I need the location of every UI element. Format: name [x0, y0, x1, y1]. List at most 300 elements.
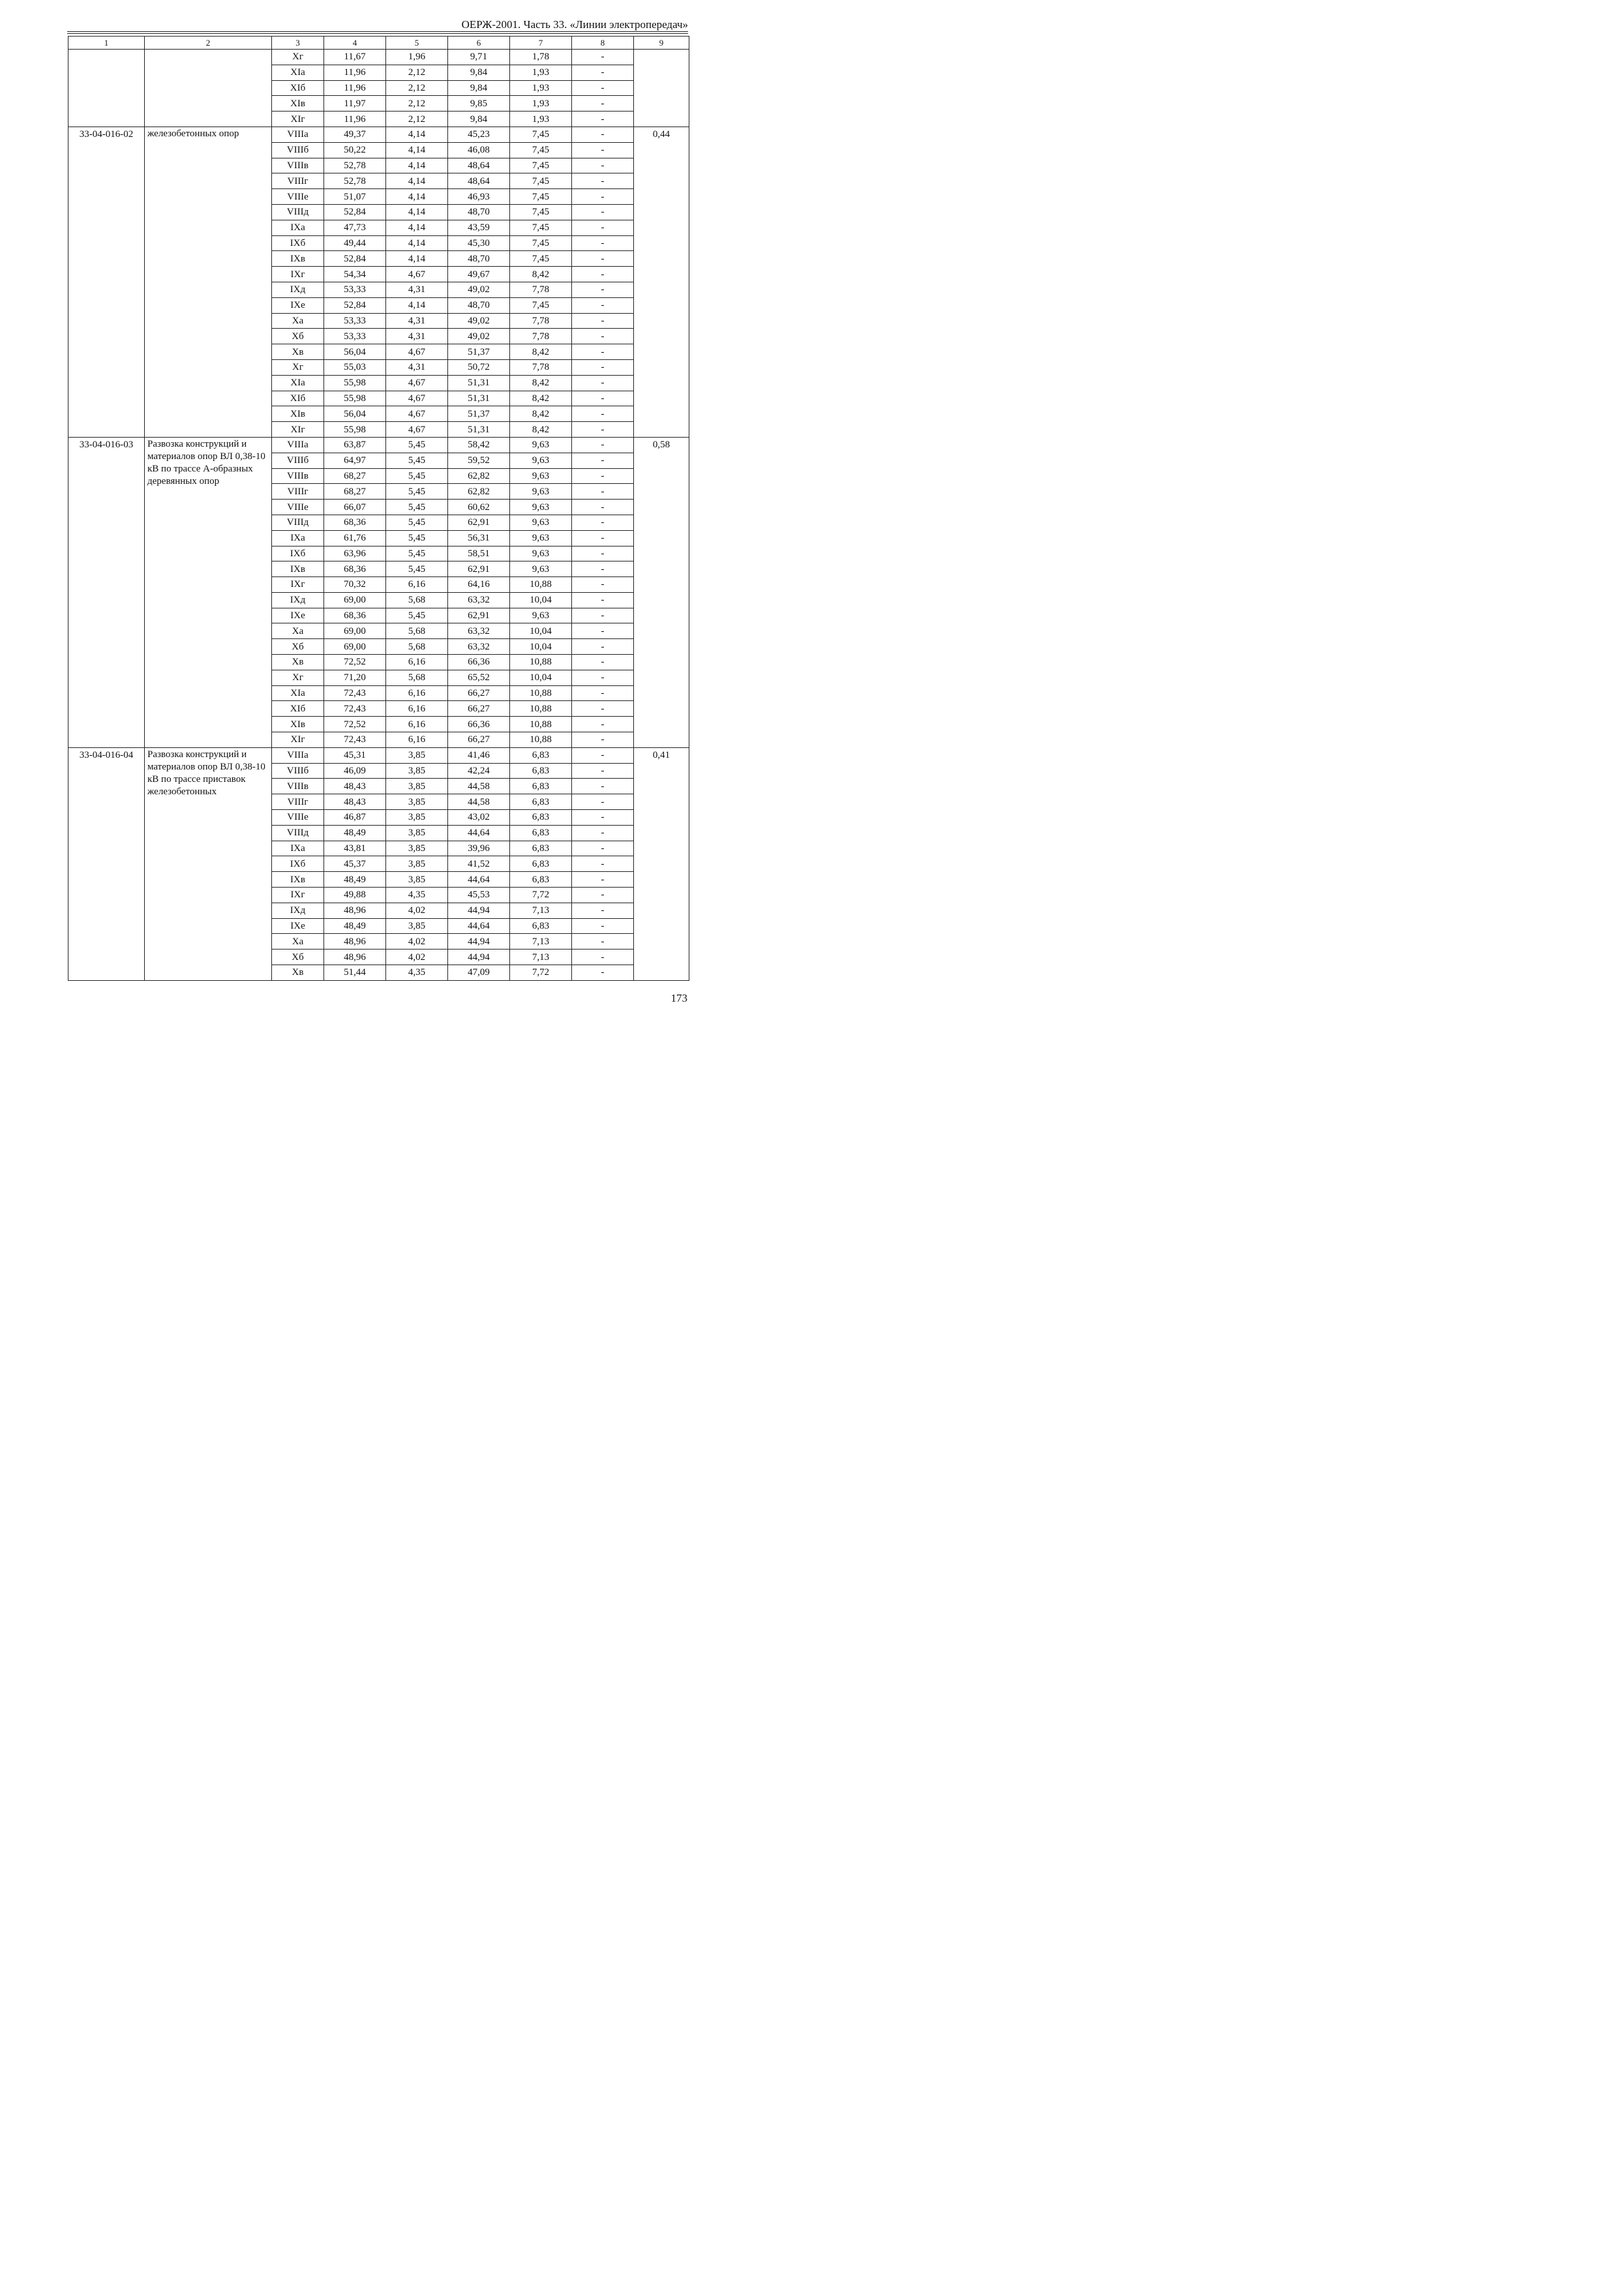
value-cell: 52,78: [324, 158, 386, 173]
value-cell: 8,42: [510, 422, 572, 438]
zone-cell: Xа: [272, 313, 324, 329]
value-cell: 50,22: [324, 142, 386, 158]
value-cell: -: [572, 127, 634, 142]
value-cell: 72,43: [324, 685, 386, 701]
zone-cell: Xа: [272, 623, 324, 639]
value-cell: 2,12: [386, 112, 448, 127]
value-cell: 46,93: [448, 189, 510, 205]
value-cell: 45,53: [448, 888, 510, 903]
value-cell: 72,43: [324, 732, 386, 748]
value-cell: 48,49: [324, 825, 386, 841]
value-cell: 48,49: [324, 918, 386, 934]
value-cell: 9,63: [510, 561, 572, 577]
value-cell: 59,52: [448, 453, 510, 468]
value-cell: 11,96: [324, 80, 386, 96]
value-cell: -: [572, 437, 634, 453]
value-cell: 48,96: [324, 950, 386, 965]
value-cell: 49,44: [324, 235, 386, 251]
value-cell: 48,64: [448, 173, 510, 189]
value-cell: 9,63: [510, 437, 572, 453]
value-cell: 68,36: [324, 608, 386, 623]
value-cell: -: [572, 623, 634, 639]
norm-code-cell: 33-04-016-03: [68, 437, 145, 747]
norm-description-cell: железобетонных опор: [145, 127, 272, 437]
zone-cell: VIIIд: [272, 515, 324, 530]
value-cell: 3,85: [386, 856, 448, 872]
zone-cell: VIIIб: [272, 142, 324, 158]
value-cell: 6,83: [510, 763, 572, 779]
value-cell: 58,42: [448, 437, 510, 453]
value-cell: 56,04: [324, 406, 386, 422]
value-cell: 5,45: [386, 437, 448, 453]
value-cell: 66,07: [324, 500, 386, 515]
zone-cell: IXв: [272, 251, 324, 267]
value-cell: -: [572, 468, 634, 484]
value-cell: 1,78: [510, 50, 572, 65]
zone-cell: VIIIв: [272, 158, 324, 173]
value-cell: 48,43: [324, 779, 386, 794]
value-cell: 48,96: [324, 934, 386, 950]
value-cell: 4,02: [386, 934, 448, 950]
value-cell: -: [572, 173, 634, 189]
value-cell: -: [572, 934, 634, 950]
value-cell: 9,63: [510, 608, 572, 623]
value-cell: 42,24: [448, 763, 510, 779]
value-cell: 43,81: [324, 841, 386, 856]
value-cell: -: [572, 235, 634, 251]
column-9-cell: 0,44: [634, 127, 689, 437]
value-cell: 58,51: [448, 546, 510, 561]
value-cell: 6,83: [510, 918, 572, 934]
value-cell: 62,91: [448, 608, 510, 623]
value-cell: -: [572, 732, 634, 748]
value-cell: 51,37: [448, 406, 510, 422]
value-cell: -: [572, 841, 634, 856]
value-cell: 4,35: [386, 888, 448, 903]
value-cell: -: [572, 825, 634, 841]
value-cell: -: [572, 794, 634, 810]
value-cell: 39,96: [448, 841, 510, 856]
value-cell: 7,45: [510, 204, 572, 220]
value-cell: 51,44: [324, 965, 386, 981]
value-cell: 49,37: [324, 127, 386, 142]
value-cell: 63,96: [324, 546, 386, 561]
zone-cell: XIв: [272, 96, 324, 112]
value-cell: 9,63: [510, 546, 572, 561]
value-cell: 44,64: [448, 872, 510, 888]
value-cell: 56,04: [324, 344, 386, 360]
value-cell: 6,16: [386, 685, 448, 701]
zone-cell: VIIIв: [272, 779, 324, 794]
zone-cell: IXб: [272, 235, 324, 251]
value-cell: 2,12: [386, 96, 448, 112]
value-cell: 47,73: [324, 220, 386, 235]
value-cell: 11,97: [324, 96, 386, 112]
value-cell: 55,03: [324, 359, 386, 375]
value-cell: 4,67: [386, 344, 448, 360]
value-cell: -: [572, 747, 634, 763]
value-cell: 6,16: [386, 717, 448, 732]
value-cell: 48,70: [448, 204, 510, 220]
zone-cell: Xг: [272, 50, 324, 65]
zone-cell: Xб: [272, 639, 324, 655]
value-cell: -: [572, 903, 634, 918]
value-cell: 45,30: [448, 235, 510, 251]
column-number-row: [68, 37, 689, 50]
column-number-cell: 8: [572, 37, 634, 50]
value-cell: 7,13: [510, 903, 572, 918]
value-cell: 5,68: [386, 623, 448, 639]
value-cell: 9,63: [510, 484, 572, 500]
value-cell: -: [572, 763, 634, 779]
zone-cell: IXб: [272, 546, 324, 561]
value-cell: 6,83: [510, 841, 572, 856]
column-number-cell: 6: [448, 37, 510, 50]
value-cell: 10,88: [510, 701, 572, 717]
value-cell: 65,52: [448, 670, 510, 685]
norm-code-cell: 33-04-016-04: [68, 747, 145, 980]
value-cell: 5,45: [386, 561, 448, 577]
norms-table: [68, 36, 689, 981]
value-cell: 62,91: [448, 515, 510, 530]
value-cell: -: [572, 359, 634, 375]
value-cell: 5,68: [386, 592, 448, 608]
zone-cell: IXв: [272, 872, 324, 888]
value-cell: -: [572, 701, 634, 717]
zone-cell: VIIIд: [272, 204, 324, 220]
zone-cell: VIIIг: [272, 484, 324, 500]
value-cell: 45,31: [324, 747, 386, 763]
value-cell: -: [572, 561, 634, 577]
zone-cell: Xб: [272, 950, 324, 965]
value-cell: 10,88: [510, 732, 572, 748]
value-cell: 69,00: [324, 592, 386, 608]
header-rule: [67, 31, 688, 32]
zone-cell: IXг: [272, 888, 324, 903]
norm-description-cell: Развозка конструкций и материалов опор ВЛ 0,38-10 кВ по трассе А-образных деревянных опор: [145, 437, 272, 747]
value-cell: 1,96: [386, 50, 448, 65]
value-cell: 48,64: [448, 158, 510, 173]
zone-cell: IXд: [272, 282, 324, 297]
value-cell: -: [572, 189, 634, 205]
value-cell: 62,82: [448, 484, 510, 500]
table-row: [68, 437, 689, 453]
value-cell: -: [572, 158, 634, 173]
value-cell: -: [572, 655, 634, 670]
zone-cell: VIIIе: [272, 810, 324, 826]
zone-cell: XIг: [272, 732, 324, 748]
value-cell: 4,67: [386, 422, 448, 438]
value-cell: -: [572, 530, 634, 546]
value-cell: 8,42: [510, 267, 572, 282]
value-cell: 4,31: [386, 282, 448, 297]
value-cell: 6,16: [386, 577, 448, 593]
value-cell: 6,83: [510, 872, 572, 888]
value-cell: -: [572, 484, 634, 500]
value-cell: -: [572, 282, 634, 297]
zone-cell: IXа: [272, 530, 324, 546]
value-cell: 10,88: [510, 717, 572, 732]
value-cell: 5,68: [386, 670, 448, 685]
value-cell: -: [572, 888, 634, 903]
value-cell: -: [572, 592, 634, 608]
value-cell: 10,88: [510, 577, 572, 593]
zone-cell: IXб: [272, 856, 324, 872]
value-cell: 68,36: [324, 515, 386, 530]
value-cell: 9,84: [448, 112, 510, 127]
value-cell: 7,72: [510, 965, 572, 981]
value-cell: 8,42: [510, 344, 572, 360]
value-cell: 53,33: [324, 282, 386, 297]
value-cell: -: [572, 608, 634, 623]
value-cell: 10,04: [510, 670, 572, 685]
value-cell: 1,93: [510, 80, 572, 96]
value-cell: 7,45: [510, 158, 572, 173]
value-cell: 4,31: [386, 329, 448, 344]
value-cell: 7,45: [510, 251, 572, 267]
value-cell: 66,27: [448, 701, 510, 717]
value-cell: 5,45: [386, 484, 448, 500]
value-cell: 49,02: [448, 329, 510, 344]
value-cell: 4,67: [386, 406, 448, 422]
value-cell: -: [572, 406, 634, 422]
value-cell: 4,02: [386, 950, 448, 965]
value-cell: 4,14: [386, 142, 448, 158]
value-cell: 4,31: [386, 313, 448, 329]
value-cell: 2,12: [386, 65, 448, 80]
value-cell: -: [572, 950, 634, 965]
column-number-cell: 1: [68, 37, 145, 50]
value-cell: 72,52: [324, 717, 386, 732]
value-cell: 49,02: [448, 313, 510, 329]
value-cell: 9,84: [448, 80, 510, 96]
zone-cell: IXе: [272, 608, 324, 623]
zone-cell: VIIIе: [272, 500, 324, 515]
value-cell: 7,45: [510, 297, 572, 313]
value-cell: 3,85: [386, 825, 448, 841]
column-number-cell: 7: [510, 37, 572, 50]
zone-cell: XIг: [272, 422, 324, 438]
value-cell: 4,35: [386, 965, 448, 981]
value-cell: -: [572, 375, 634, 391]
value-cell: 7,13: [510, 950, 572, 965]
column-9-cell: 0,58: [634, 437, 689, 747]
value-cell: 7,72: [510, 888, 572, 903]
table-row: [68, 50, 689, 65]
value-cell: -: [572, 515, 634, 530]
norm-code-cell: 33-04-016-02: [68, 127, 145, 437]
zone-cell: XIа: [272, 375, 324, 391]
value-cell: 44,64: [448, 825, 510, 841]
value-cell: 11,96: [324, 65, 386, 80]
value-cell: 9,63: [510, 468, 572, 484]
value-cell: 6,83: [510, 810, 572, 826]
zone-cell: Xг: [272, 359, 324, 375]
value-cell: 63,32: [448, 639, 510, 655]
value-cell: 41,52: [448, 856, 510, 872]
zone-cell: VIIIа: [272, 437, 324, 453]
value-cell: 4,14: [386, 235, 448, 251]
value-cell: -: [572, 142, 634, 158]
value-cell: 4,67: [386, 391, 448, 406]
value-cell: -: [572, 779, 634, 794]
zone-cell: Xв: [272, 965, 324, 981]
zone-cell: XIб: [272, 701, 324, 717]
value-cell: -: [572, 500, 634, 515]
value-cell: -: [572, 685, 634, 701]
value-cell: 46,09: [324, 763, 386, 779]
value-cell: -: [572, 96, 634, 112]
value-cell: -: [572, 112, 634, 127]
value-cell: 5,45: [386, 546, 448, 561]
value-cell: -: [572, 313, 634, 329]
value-cell: 47,09: [448, 965, 510, 981]
value-cell: 4,14: [386, 251, 448, 267]
value-cell: 1,93: [510, 65, 572, 80]
value-cell: 55,98: [324, 391, 386, 406]
value-cell: 6,83: [510, 825, 572, 841]
value-cell: 6,83: [510, 856, 572, 872]
column-9-cell: 0,41: [634, 747, 689, 980]
value-cell: -: [572, 204, 634, 220]
value-cell: 46,87: [324, 810, 386, 826]
value-cell: 48,70: [448, 297, 510, 313]
value-cell: 5,68: [386, 639, 448, 655]
zone-cell: VIIIг: [272, 794, 324, 810]
value-cell: 2,12: [386, 80, 448, 96]
zone-cell: VIIIб: [272, 763, 324, 779]
value-cell: 53,33: [324, 329, 386, 344]
value-cell: 5,45: [386, 530, 448, 546]
value-cell: 68,27: [324, 484, 386, 500]
zone-cell: IXе: [272, 918, 324, 934]
value-cell: -: [572, 856, 634, 872]
value-cell: 7,45: [510, 142, 572, 158]
zone-cell: VIIIа: [272, 127, 324, 142]
value-cell: 5,45: [386, 500, 448, 515]
value-cell: 72,52: [324, 655, 386, 670]
value-cell: 62,91: [448, 561, 510, 577]
zone-cell: XIв: [272, 406, 324, 422]
zone-cell: IXа: [272, 841, 324, 856]
value-cell: 10,04: [510, 639, 572, 655]
zone-cell: XIг: [272, 112, 324, 127]
norm-description-cell: [145, 50, 272, 127]
value-cell: 41,46: [448, 747, 510, 763]
value-cell: 11,67: [324, 50, 386, 65]
value-cell: 66,36: [448, 655, 510, 670]
value-cell: 1,93: [510, 112, 572, 127]
zone-cell: VIIIб: [272, 453, 324, 468]
value-cell: 48,70: [448, 251, 510, 267]
value-cell: -: [572, 453, 634, 468]
zone-cell: XIб: [272, 80, 324, 96]
value-cell: 9,84: [448, 65, 510, 80]
table-row: [68, 747, 689, 763]
zone-cell: IXг: [272, 267, 324, 282]
value-cell: -: [572, 918, 634, 934]
value-cell: 1,93: [510, 96, 572, 112]
value-cell: 55,98: [324, 422, 386, 438]
zone-cell: VIIIе: [272, 189, 324, 205]
value-cell: 3,85: [386, 779, 448, 794]
norm-description-cell: Развозка конструкций и материалов опор ВЛ 0,38-10 кВ по трассе приставок железобетонных: [145, 747, 272, 980]
value-cell: 6,83: [510, 747, 572, 763]
value-cell: 44,94: [448, 934, 510, 950]
value-cell: 50,72: [448, 359, 510, 375]
value-cell: 4,14: [386, 158, 448, 173]
value-cell: 66,36: [448, 717, 510, 732]
value-cell: 4,14: [386, 220, 448, 235]
value-cell: 5,45: [386, 515, 448, 530]
value-cell: 66,27: [448, 732, 510, 748]
value-cell: -: [572, 670, 634, 685]
value-cell: 4,14: [386, 204, 448, 220]
value-cell: 46,08: [448, 142, 510, 158]
value-cell: 68,27: [324, 468, 386, 484]
value-cell: 5,45: [386, 608, 448, 623]
value-cell: 55,98: [324, 375, 386, 391]
value-cell: 53,33: [324, 313, 386, 329]
value-cell: 66,27: [448, 685, 510, 701]
value-cell: 7,13: [510, 934, 572, 950]
value-cell: -: [572, 639, 634, 655]
value-cell: 49,88: [324, 888, 386, 903]
value-cell: 6,16: [386, 655, 448, 670]
value-cell: 45,37: [324, 856, 386, 872]
value-cell: 63,87: [324, 437, 386, 453]
value-cell: 49,67: [448, 267, 510, 282]
value-cell: -: [572, 391, 634, 406]
value-cell: 7,45: [510, 173, 572, 189]
value-cell: 56,31: [448, 530, 510, 546]
value-cell: 4,14: [386, 127, 448, 142]
value-cell: 3,85: [386, 841, 448, 856]
value-cell: -: [572, 220, 634, 235]
zone-cell: IXд: [272, 592, 324, 608]
value-cell: 49,02: [448, 282, 510, 297]
zone-cell: XIб: [272, 391, 324, 406]
value-cell: 5,45: [386, 453, 448, 468]
value-cell: -: [572, 546, 634, 561]
value-cell: -: [572, 65, 634, 80]
column-number-cell: 5: [386, 37, 448, 50]
zone-cell: XIа: [272, 685, 324, 701]
value-cell: 9,63: [510, 453, 572, 468]
value-cell: -: [572, 422, 634, 438]
value-cell: 4,14: [386, 189, 448, 205]
value-cell: 52,84: [324, 204, 386, 220]
value-cell: 9,63: [510, 530, 572, 546]
value-cell: -: [572, 50, 634, 65]
value-cell: 8,42: [510, 375, 572, 391]
value-cell: 3,85: [386, 810, 448, 826]
value-cell: 9,85: [448, 96, 510, 112]
value-cell: 52,84: [324, 251, 386, 267]
value-cell: 44,58: [448, 779, 510, 794]
value-cell: 51,07: [324, 189, 386, 205]
value-cell: -: [572, 965, 634, 981]
value-cell: 6,83: [510, 779, 572, 794]
value-cell: 71,20: [324, 670, 386, 685]
value-cell: 51,37: [448, 344, 510, 360]
zone-cell: IXе: [272, 297, 324, 313]
value-cell: 11,96: [324, 112, 386, 127]
value-cell: 70,32: [324, 577, 386, 593]
page-number: 173: [670, 992, 687, 1004]
value-cell: 44,58: [448, 794, 510, 810]
value-cell: 51,31: [448, 375, 510, 391]
